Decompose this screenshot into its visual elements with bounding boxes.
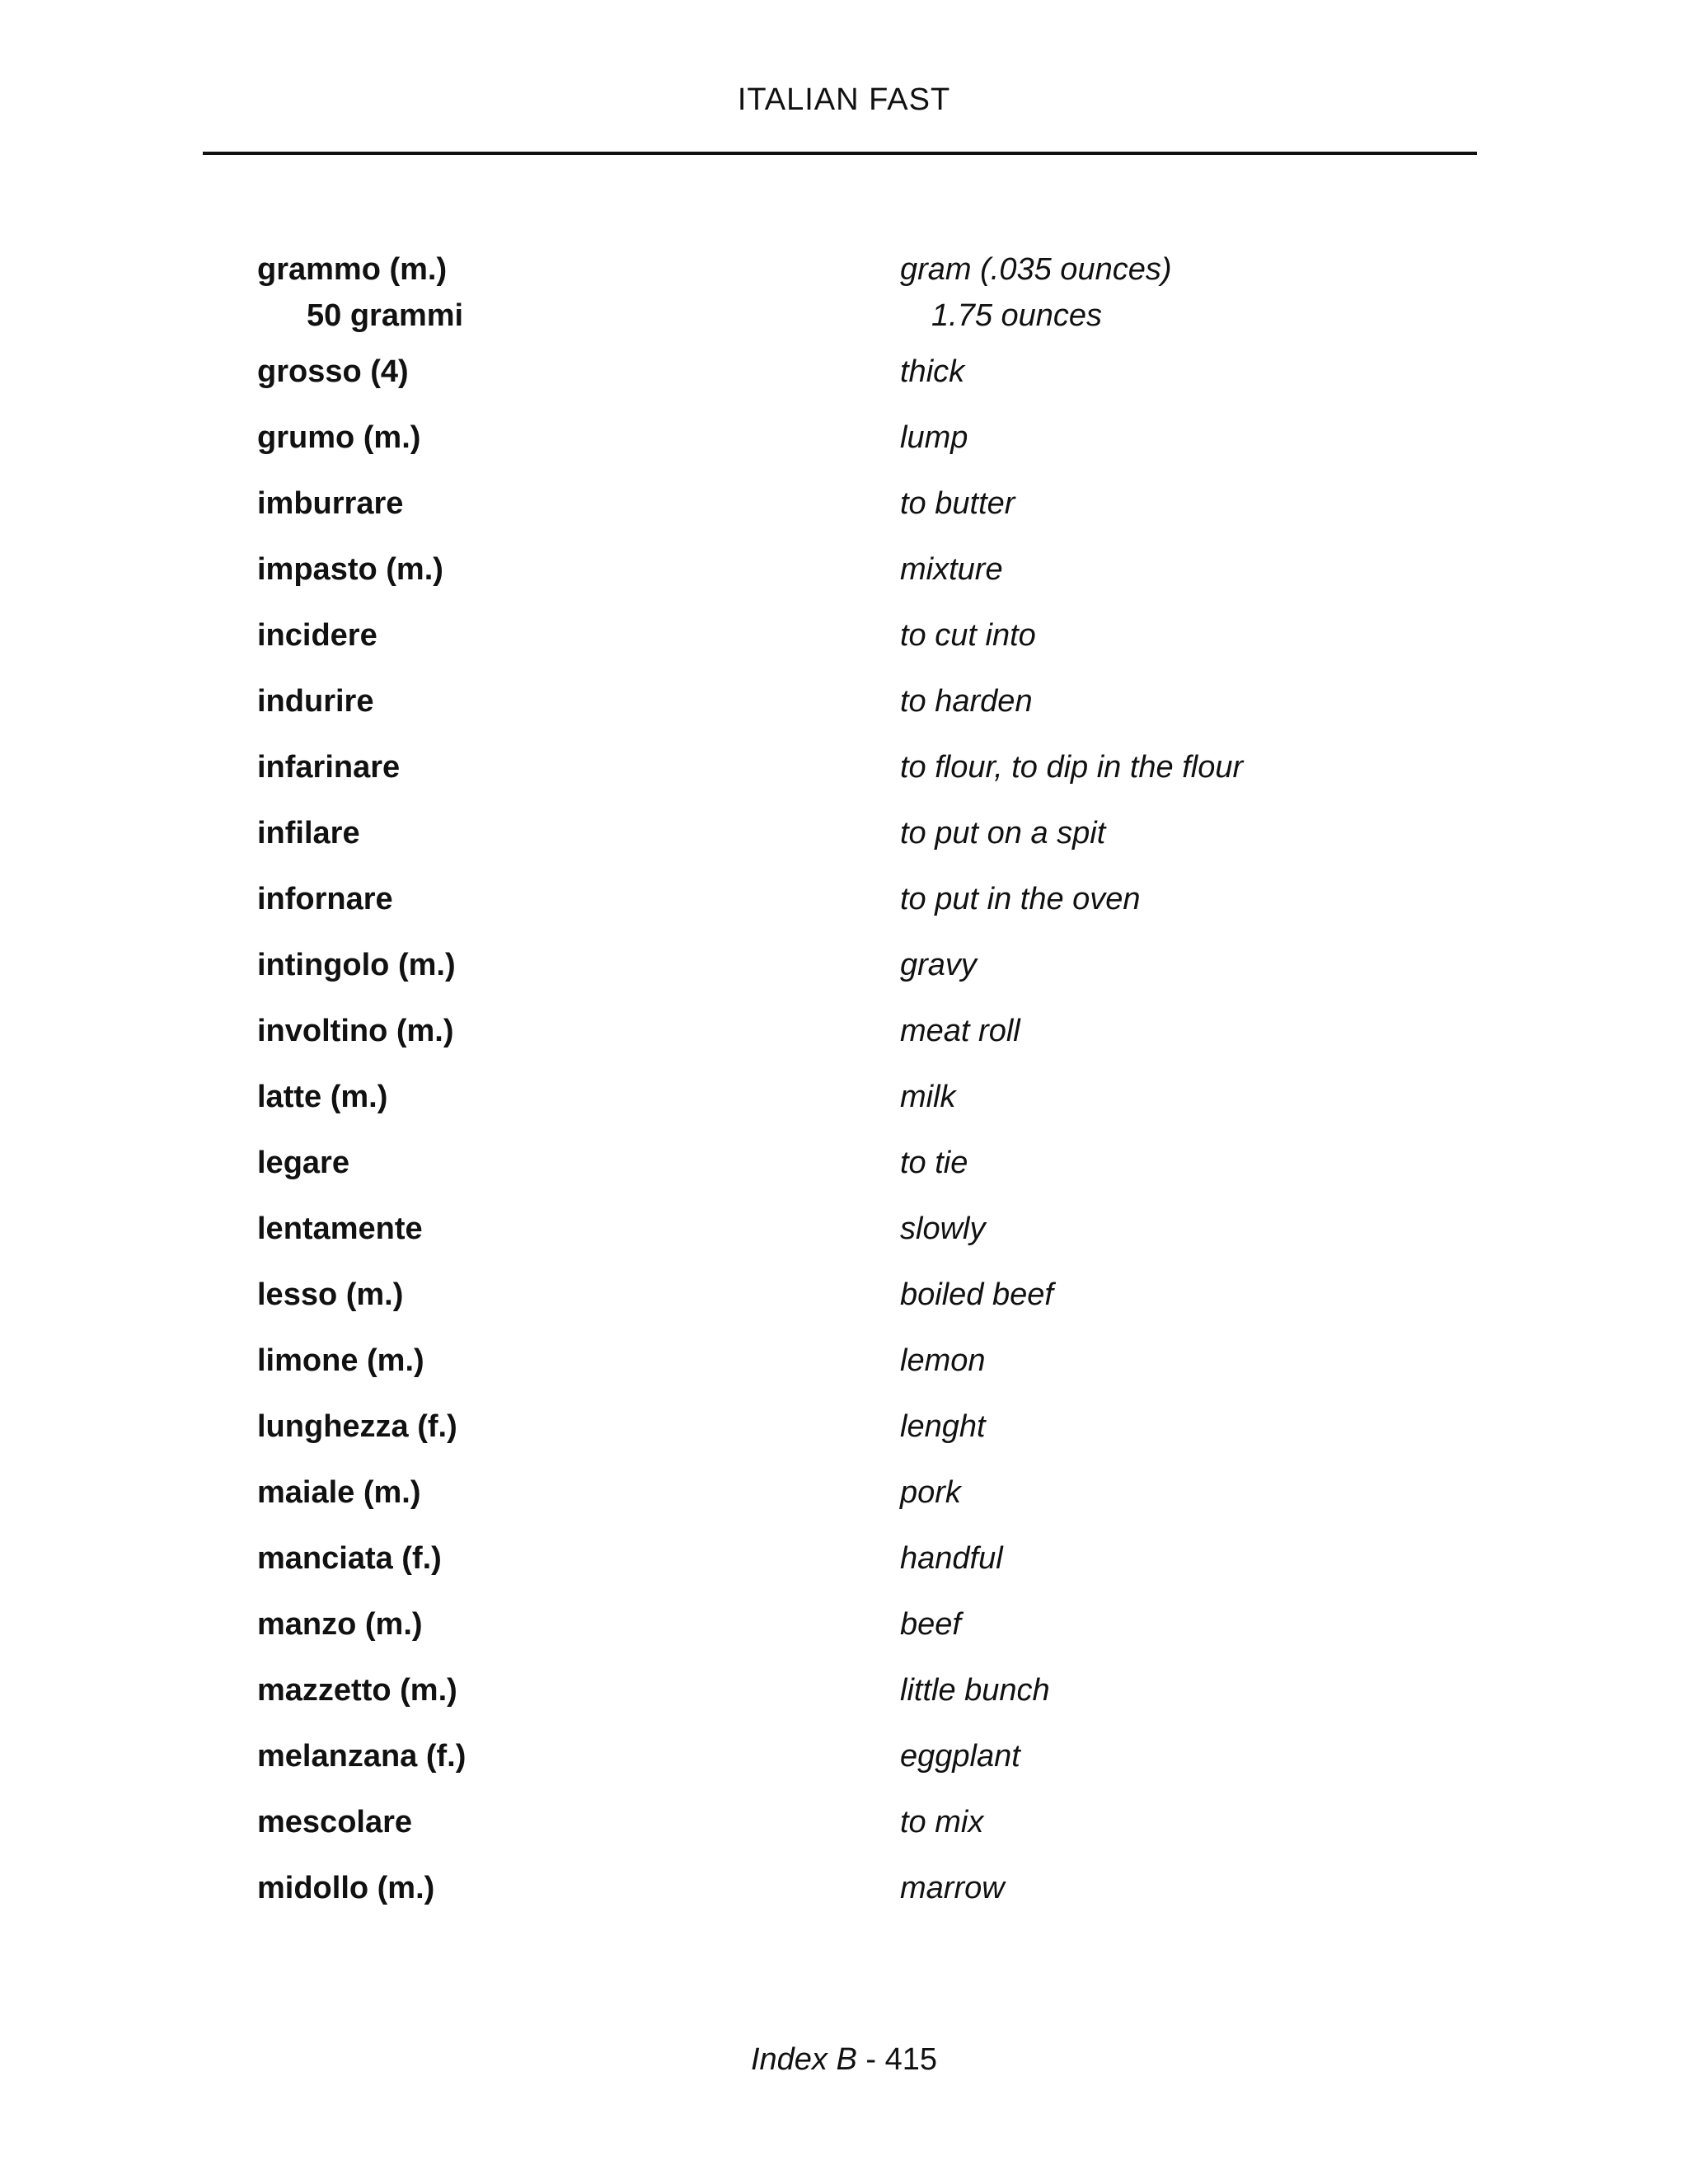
glossary-definition: lemon <box>900 1343 986 1378</box>
glossary-row <box>0 875 1688 941</box>
glossary-term: impasto (m.) <box>257 552 443 587</box>
glossary-row <box>0 1864 1688 1930</box>
glossary-definition: handful <box>900 1541 1003 1576</box>
glossary-row <box>0 941 1688 1007</box>
glossary-row <box>0 743 1688 809</box>
glossary-term: incidere <box>257 618 377 653</box>
glossary-term: intingolo (m.) <box>257 948 456 982</box>
glossary-definition: thick <box>900 354 965 389</box>
glossary-list <box>0 246 1688 1930</box>
glossary-row <box>0 1666 1688 1732</box>
glossary-row <box>0 1469 1688 1535</box>
glossary-row <box>0 612 1688 677</box>
footer-separator: - <box>856 2042 885 2077</box>
glossary-definition: gravy <box>900 948 977 982</box>
glossary-row <box>0 1732 1688 1798</box>
glossary-term: mazzetto (m.) <box>257 1673 457 1708</box>
glossary-definition: to tie <box>900 1146 968 1180</box>
glossary-term: melanzana (f.) <box>257 1739 467 1774</box>
glossary-row <box>0 1403 1688 1469</box>
glossary-definition: to put in the oven <box>900 882 1141 916</box>
glossary-term: midollo (m.) <box>257 1871 435 1905</box>
glossary-row <box>0 677 1688 743</box>
glossary-row <box>0 1139 1688 1205</box>
glossary-term: manciata (f.) <box>257 1541 442 1576</box>
page-header-title: ITALIAN FAST <box>737 82 951 117</box>
glossary-row <box>0 1601 1688 1666</box>
glossary-term: infilare <box>257 816 360 851</box>
glossary-term: lesso (m.) <box>257 1277 404 1312</box>
glossary-row <box>0 546 1688 612</box>
glossary-definition: meat roll <box>900 1014 1020 1048</box>
header-divider <box>203 152 1477 155</box>
glossary-term: maiale (m.) <box>257 1475 421 1510</box>
glossary-term: lunghezza (f.) <box>257 1409 457 1444</box>
glossary-row <box>0 1073 1688 1139</box>
glossary-row <box>0 1798 1688 1864</box>
glossary-definition: slowly <box>900 1212 986 1246</box>
glossary-term: limone (m.) <box>257 1343 424 1378</box>
glossary-term: legare <box>257 1146 349 1180</box>
glossary-row <box>0 414 1688 480</box>
glossary-term: infarinare <box>257 750 401 785</box>
glossary-definition: boiled beef <box>900 1277 1053 1312</box>
glossary-sub-term: 50 grammi <box>307 298 464 333</box>
glossary-sub-definition: 1.75 ounces <box>931 298 1103 333</box>
glossary-definition: eggplant <box>900 1739 1020 1774</box>
glossary-term: latte (m.) <box>257 1080 388 1114</box>
glossary-definition: little bunch <box>900 1673 1050 1708</box>
glossary-definition: to flour, to dip in the flour <box>900 750 1244 785</box>
footer-index-label: Index B <box>750 2042 857 2077</box>
glossary-row <box>0 1205 1688 1271</box>
glossary-definition: pork <box>900 1475 961 1510</box>
glossary-row <box>0 1271 1688 1337</box>
glossary-term: indurire <box>257 684 374 719</box>
glossary-definition: milk <box>900 1080 956 1114</box>
glossary-term: manzo (m.) <box>257 1607 423 1642</box>
glossary-definition: to harden <box>900 684 1033 719</box>
glossary-term: lentamente <box>257 1212 423 1246</box>
glossary-row <box>0 1337 1688 1403</box>
glossary-term: grammo (m.) <box>257 252 448 287</box>
glossary-row <box>0 1535 1688 1601</box>
glossary-definition: mixture <box>900 552 1003 587</box>
glossary-definition: to mix <box>900 1805 984 1840</box>
glossary-definition: gram (.035 ounces) <box>900 252 1172 287</box>
glossary-term: mescolare <box>257 1805 413 1840</box>
glossary-row <box>0 348 1688 414</box>
footer-page-number: 415 <box>884 2042 938 2077</box>
glossary-definition: to put on a spit <box>900 816 1106 851</box>
glossary-row <box>0 1007 1688 1073</box>
glossary-row <box>0 480 1688 546</box>
glossary-term: grumo (m.) <box>257 420 421 455</box>
glossary-definition: to butter <box>900 486 1015 521</box>
glossary-row <box>0 809 1688 875</box>
glossary-definition: beef <box>900 1607 961 1642</box>
page-footer <box>0 2042 1688 2078</box>
glossary-definition: lump <box>900 420 968 455</box>
glossary-term: grosso (4) <box>257 354 409 389</box>
glossary-definition: marrow <box>900 1871 1005 1905</box>
glossary-term: infornare <box>257 882 393 916</box>
glossary-row <box>0 246 1688 348</box>
glossary-definition: lenght <box>900 1409 986 1444</box>
glossary-definition: to cut into <box>900 618 1036 653</box>
glossary-term: involtino (m.) <box>257 1014 454 1048</box>
glossary-term: imburrare <box>257 486 404 521</box>
